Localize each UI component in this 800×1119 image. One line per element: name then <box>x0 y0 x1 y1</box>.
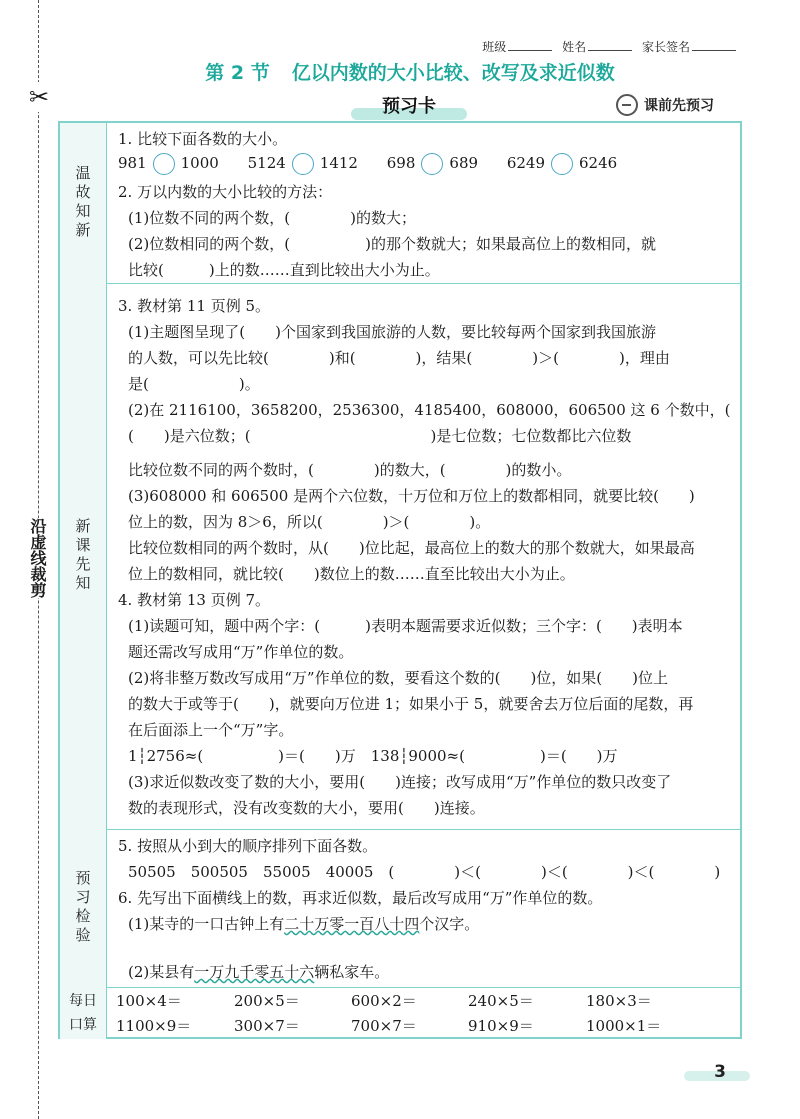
question-1: 1. 比较下面各数的大小。 <box>118 130 288 148</box>
card-title: 预习卡 <box>357 92 461 122</box>
oral-problem: 180×3＝ <box>586 992 652 1010</box>
preview-badge <box>616 94 714 116</box>
text-line: (1)主题图呈现了( )个国家到我国旅游的人数，要比较每两个国家到我国旅游 <box>128 323 656 341</box>
worksheet-table <box>58 121 742 1039</box>
compare-circle[interactable] <box>421 153 443 175</box>
compare-circle[interactable] <box>153 153 175 175</box>
question-5-numbers: 50505 500505 55005 40005 ( )＜( )＜( )＜( ) <box>128 863 721 881</box>
text-line: 比较位数相同的两个数时，从( )位比起，最高位上的数大的那个数就大，如果最高 <box>128 539 695 557</box>
badge-text: 课前先预习 <box>644 98 714 114</box>
scissors-icon: ✂ <box>24 82 54 112</box>
parent-signature-field[interactable] <box>692 50 736 51</box>
text-line: 题还需改写成用“万”作单位的数。 <box>128 643 354 661</box>
oral-problem: 1000×1＝ <box>586 1017 662 1035</box>
compare-row: 981 1000 5124 1412 698 689 6249 6246 <box>118 152 617 175</box>
oral-problem: 700×7＝ <box>351 1017 417 1035</box>
text-line: 1┆2756≈( )＝( )万 138┆9000≈( )＝( )万 <box>128 747 618 765</box>
parent-signature-label: 家长签名 <box>641 40 690 54</box>
name-label: 姓名 <box>562 40 587 54</box>
class-label: 班级 <box>482 40 507 54</box>
oral-problem: 910×9＝ <box>468 1017 534 1035</box>
preview-check-section <box>60 829 740 988</box>
question-6: 6. 先写出下面横线上的数，再求近似数，最后改写成用“万”作单位的数。 <box>118 889 603 907</box>
review-section <box>60 123 740 284</box>
text-line: 的数大于或等于( )，就要向万位进 1；如果小于 5，就要舍去万位后面的尾数，再 <box>128 695 694 713</box>
oral-problem: 300×7＝ <box>234 1017 300 1035</box>
text-line: ( )是六位数；( )是七位数；七位数都比六位数 <box>128 427 632 445</box>
name-field[interactable] <box>588 50 632 51</box>
new-lesson-section <box>60 283 740 830</box>
text-line: 的人数，可以先比较( )和( )，结果( )＞( )，理由 <box>128 349 670 367</box>
oral-problem: 600×2＝ <box>351 992 417 1010</box>
question-4: 4. 教材第 13 页例 7。 <box>118 591 271 609</box>
text-line: 位上的数，因为 8＞6，所以( )＞( )。 <box>128 513 491 531</box>
page-number: 3 <box>714 1062 726 1082</box>
question-6-2: (2)某县有一万九千零五十六辆私家车。 <box>128 963 390 981</box>
section-number: 第 2 节 <box>205 62 270 84</box>
section-label: 每日 口算 <box>60 987 107 1039</box>
text-line: (2)将非整万数改写成用“万”作单位的数，要看这个数的( )位，如果( )位上 <box>128 669 668 687</box>
student-info-bar <box>482 38 742 55</box>
question-3: 3. 教材第 11 页例 5。 <box>118 297 271 315</box>
section-label: 新课先知 <box>60 283 107 829</box>
cut-instruction: 沿虚线裁剪 <box>28 518 47 598</box>
oral-problem: 100×4＝ <box>116 992 182 1010</box>
text-line: (3)求近似数改变了数的大小，要用( )连接；改写成用“万”作单位的数只改变了 <box>128 773 672 791</box>
oral-problem: 200×5＝ <box>234 992 300 1010</box>
text-line: (2)在 2116100，3658200，2536300，4185400，608000，606500 这 6 个数中，( <box>128 401 731 419</box>
question-6-1: (1)某寺的一口古钟上有二十万零一百八十四个汉字。 <box>128 915 480 933</box>
text-line: 位上的数相同，就比较( )数位上的数……直至比较出大小为止。 <box>128 565 575 583</box>
text-line: 比较位数不同的两个数时，( )的数大，( )的数小。 <box>128 461 572 479</box>
text-line: 是( )。 <box>128 375 260 393</box>
wavy-underlined-number: 一万九千零五十六 <box>194 963 315 981</box>
text-line: (3)608000 和 606500 是两个六位数，十万位和万位上的数都相同，就要比较( ) <box>128 487 695 505</box>
section-heading: 亿以内数的大小比较、改写及求近似数 <box>291 62 615 84</box>
question-2-3: 比较( )上的数……直到比较出大小为止。 <box>128 261 440 279</box>
daily-oral-section <box>60 987 740 1039</box>
clock-icon <box>616 94 638 116</box>
oral-problem: 240×5＝ <box>468 992 534 1010</box>
question-5: 5. 按照从小到大的顺序排列下面各数。 <box>118 837 378 855</box>
question-2-1: (1)位数不同的两个数，( )的数大； <box>128 209 416 227</box>
section-label: 预习检验 <box>60 829 107 987</box>
oral-problem: 1100×9＝ <box>116 1017 192 1035</box>
text-line: (1)读题可知，题中两个字：( )表明本题需要求近似数；三个字：( )表明本 <box>128 617 683 635</box>
compare-circle[interactable] <box>551 153 573 175</box>
question-2-2: (2)位数相同的两个数，( )的那个数就大；如果最高位上的数相同，就 <box>128 235 656 253</box>
section-title <box>60 58 760 85</box>
question-2: 2. 万以内数的大小比较的方法： <box>118 183 333 201</box>
text-line: 在后面添上一个“万”字。 <box>128 721 294 739</box>
text-line: 数的表现形式，没有改变数的大小，要用( )连接。 <box>128 799 485 817</box>
section-label: 温故知新 <box>60 123 107 283</box>
class-field[interactable] <box>508 50 552 51</box>
compare-circle[interactable] <box>292 153 314 175</box>
wavy-underlined-number: 二十万零一百八十四 <box>284 915 420 933</box>
